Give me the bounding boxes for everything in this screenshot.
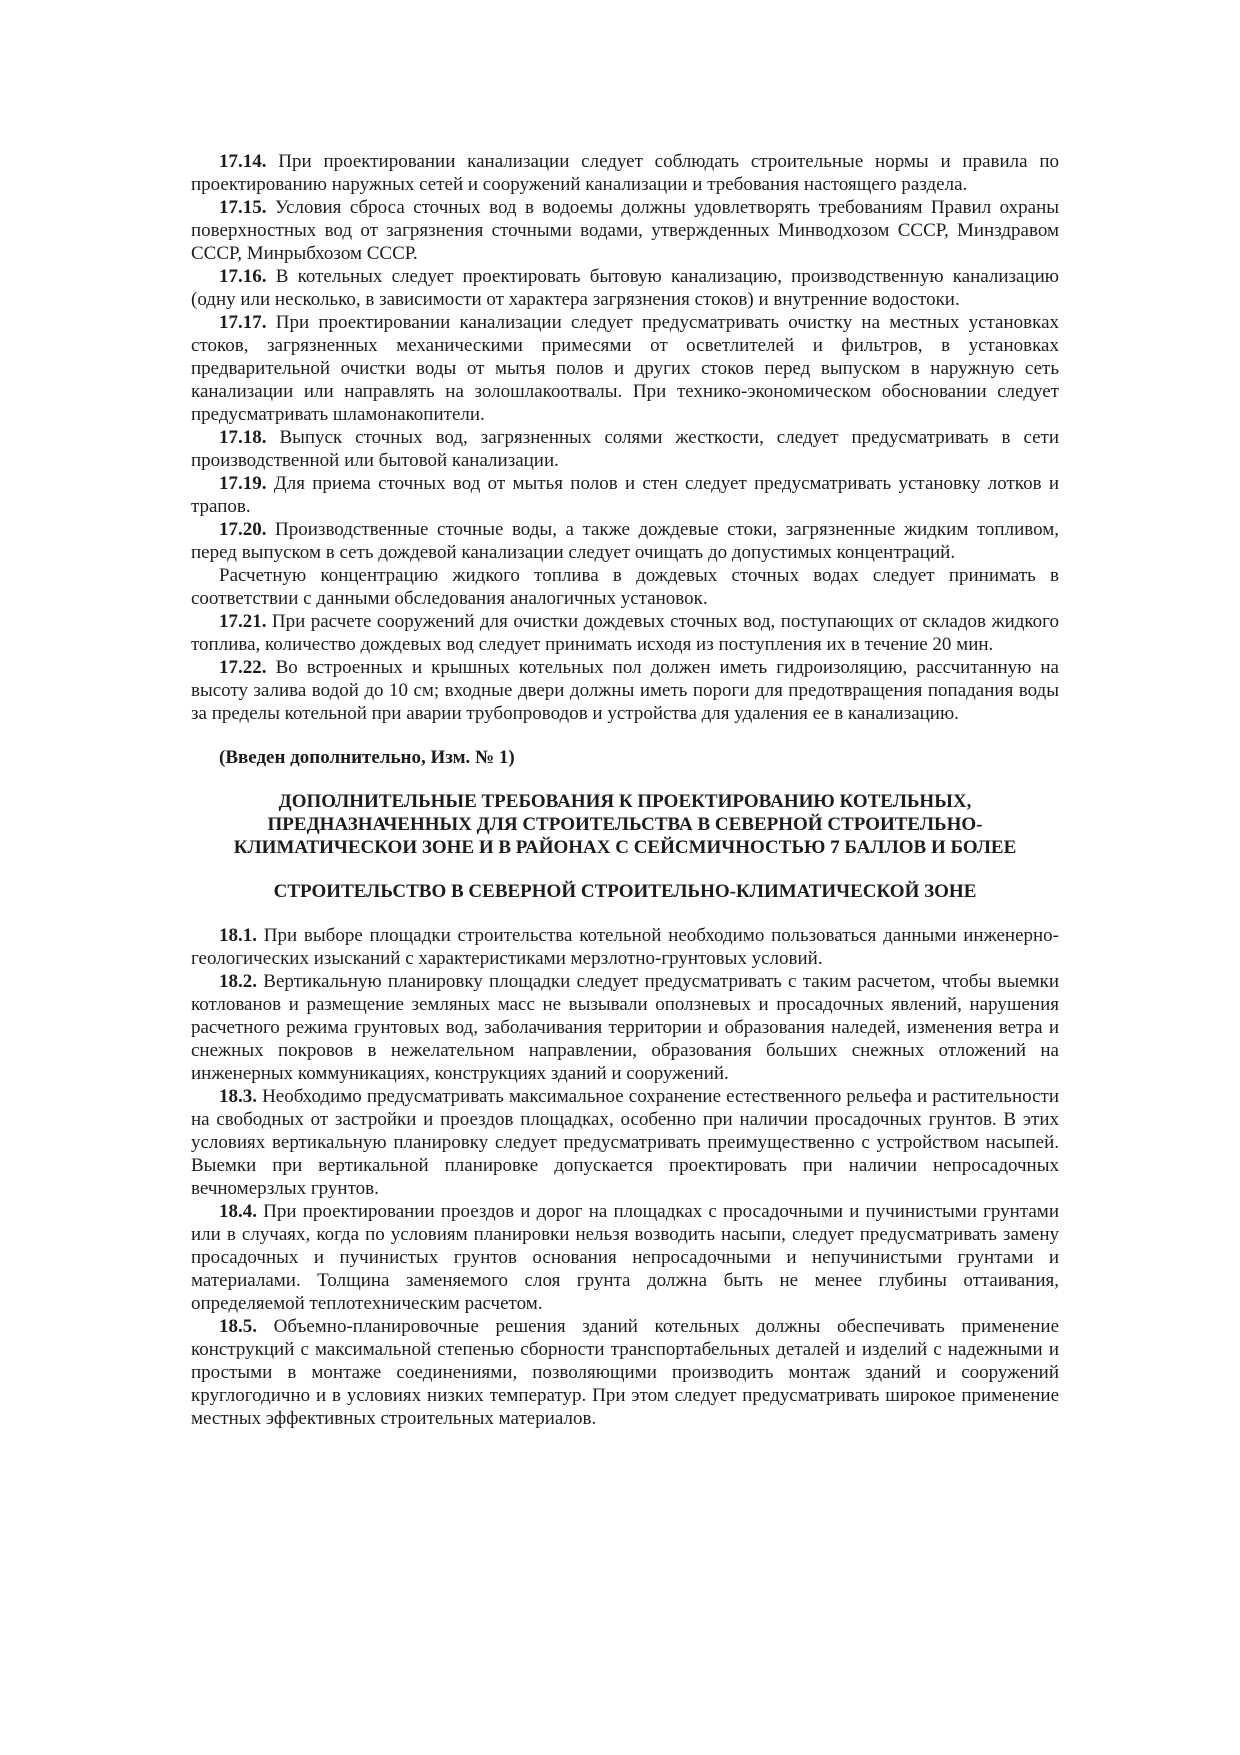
paragraph-17-22 — [191, 656, 1059, 725]
clause-text: В котельных следует проектировать бытовую канализацию, производственную канализацию (одну или несколько, в зависимости от характера загрязнения стоков) и внутренние водостоки. — [191, 266, 1060, 310]
clause-text: Во встроенных и крышных котельных пол должен иметь гидроизоляцию, рассчитанную на высоту залива водой до 10 см; входные двери должны иметь пороги для предотвращения попадания воды за пределы котельной при аварии трубопроводов и устройства для удаления ее в канализацию. — [191, 657, 1059, 724]
clause-number: 17.21. — [219, 611, 267, 632]
section-17 — [191, 150, 1059, 725]
spacer — [191, 903, 1059, 924]
paragraph-17-14 — [191, 150, 1059, 196]
clause-text: При проектировании канализации следует предусматривать очистку на местных установках стоков, загрязненных механическими примесями от осветлителей и фильтров, в установках предварительной очистки воды от мытья полов и других стоков перед выпуском в наружную сеть канализации или направлять на золошлакоотвалы. При технико-экономическом обосновании следует предусматривать шламонакопители. — [191, 312, 1059, 425]
clause-text: Для приема сточных вод от мытья полов и стен следует предусматривать установку лотков и трапов. — [191, 473, 1059, 517]
paragraph-18-5 — [191, 1315, 1059, 1430]
clause-number: 17.19. — [219, 473, 267, 494]
paragraph-17-15 — [191, 196, 1059, 265]
clause-number: 17.20. — [219, 519, 267, 540]
section-18 — [191, 924, 1059, 1430]
paragraph-17-19 — [191, 472, 1059, 518]
clause-number: 17.16. — [219, 266, 267, 287]
clause-number: 18.4. — [219, 1201, 257, 1222]
clause-text: Условия сброса сточных вод в водоемы должны удовлетворять требованиям Правил охраны поверхностных вод от загрязнения сточными водами, утвержденных Минводхозом СССР, Минздравом СССР, Минрыбхозом СССР. — [191, 197, 1060, 264]
clause-text: Выпуск сточных вод, загрязненных солями жесткости, следует предусматривать в сети производственной или бытовой канализации. — [191, 427, 1060, 471]
clause-text: Расчетную концентрацию жидкого топлива в дождевых сточных водах следует принимать в соответствии с данными обследования аналогичных установок. — [191, 565, 1059, 609]
clause-text: При расчете сооружений для очистки дождевых сточных вод, поступающих от складов жидкого топлива, количество дождевых вод следует принимать исходя из поступления их в течение 20 мин. — [191, 611, 1059, 655]
paragraph-18-4 — [191, 1200, 1059, 1315]
clause-number: 17.15. — [219, 197, 267, 218]
clause-text: При выборе площадки строительства котельной необходимо пользоваться данными инженерно-геологических изысканий с характеристиками мерзлотно-грунтовых условий. — [191, 925, 1059, 969]
paragraph-18-2 — [191, 970, 1059, 1085]
paragraph-17-21 — [191, 610, 1059, 656]
clause-text: При проектировании канализации следует соблюдать строительные нормы и правила по проектированию наружных сетей и сооружений канализации и требования настоящего раздела. — [191, 151, 1060, 195]
subsection-heading: СТРОИТЕЛЬСТВО В СЕВЕРНОЙ СТРОИТЕЛЬНО-КЛИМАТИЧЕСКОЙ ЗОНЕ — [273, 881, 977, 902]
clause-number: 18.5. — [219, 1316, 257, 1337]
clause-number: 17.17. — [219, 312, 267, 333]
paragraph-17-16 — [191, 265, 1059, 311]
clause-number: 17.18. — [219, 427, 267, 448]
paragraph-18-1 — [191, 924, 1059, 970]
clause-number: 18.3. — [219, 1086, 257, 1107]
clause-number: 17.14. — [219, 151, 267, 172]
paragraph-17-20 — [191, 518, 1059, 564]
clause-text: Вертикальную планировку площадки следует предусматривать с таким расчетом, чтобы выемки котлованов и размещение земляных масс не вызывали оползневых и просадочных явлений, нарушения расчетного режима грунтовых вод, заболачивания территории и образования наледей, изменения ветра и снежных покровов в нежелательном направлении, образования больших снежных отложений на инженерных коммуникациях, конструкциях зданий и сооружений. — [191, 971, 1060, 1084]
paragraph-18-3 — [191, 1085, 1059, 1200]
section-heading: ДОПОЛНИТЕЛЬНЫЕ ТРЕБОВАНИЯ К ПРОЕКТИРОВАНИЮ КОТЕЛЬНЫХ, ПРЕДНАЗНАЧЕННЫХ ДЛЯ СТРОИТЕЛЬСТВА В СЕВЕРНОЙ СТРОИТЕЛЬНО-КЛИМАТИЧЕСКОИ ЗОНЕ И В РАЙОНАХ С СЕЙСМИЧНОСТЬЮ 7 БАЛЛОВ И БОЛЕЕ — [233, 791, 1017, 858]
paragraph-17-17 — [191, 311, 1059, 426]
document-page — [191, 150, 1059, 1430]
clause-number: 18.2. — [219, 971, 257, 992]
clause-number: 17.22. — [219, 657, 267, 678]
clause-text: Необходимо предусматривать максимальное сохранение естественного рельефа и растительности на свободных от застройки и проездов площадках, особенно при наличии просадочных грунтов. В этих условиях вертикальную планировку следует предусматривать преимущественно с устройством насыпей. Выемки при вертикальной планировке допускается проектировать при наличии непросадочных вечномерзлых грунтов. — [191, 1086, 1059, 1199]
amendment-note: (Введен дополнительно, Изм. № 1) — [219, 747, 515, 768]
paragraph-17-20-continued — [191, 564, 1059, 610]
clause-number: 18.1. — [219, 925, 257, 946]
paragraph-17-18 — [191, 426, 1059, 472]
clause-text: Производственные сточные воды, а также дождевые стоки, загрязненные жидким топливом, перед выпуском в сеть дождевой канализации следует очищать до допустимых концентраций. — [191, 519, 1059, 563]
clause-text: Объемно-планировочные решения зданий котельных должны обеспечивать применение конструкций с максимальной степенью сборности транспортабельных деталей и изделий с надежными и простыми в монтаже соединениями, позволяющими производить монтаж зданий и сооружений круглогодично и в условиях низких температур. При этом следует предусматривать широкое применение местных эффективных строительных материалов. — [191, 1316, 1060, 1429]
clause-text: При проектировании проездов и дорог на площадках с просадочными и пучинистыми грунтами или в случаях, когда по условиям планировки нельзя возводить насыпи, следует предусматривать замену просадочных и пучинистых грунтов основания непросадочными и непучинистыми грунтами и материалами. Толщина заменяемого слоя грунта должна быть не менее глубины оттаивания, определяемой теплотехническим расчетом. — [191, 1201, 1060, 1314]
